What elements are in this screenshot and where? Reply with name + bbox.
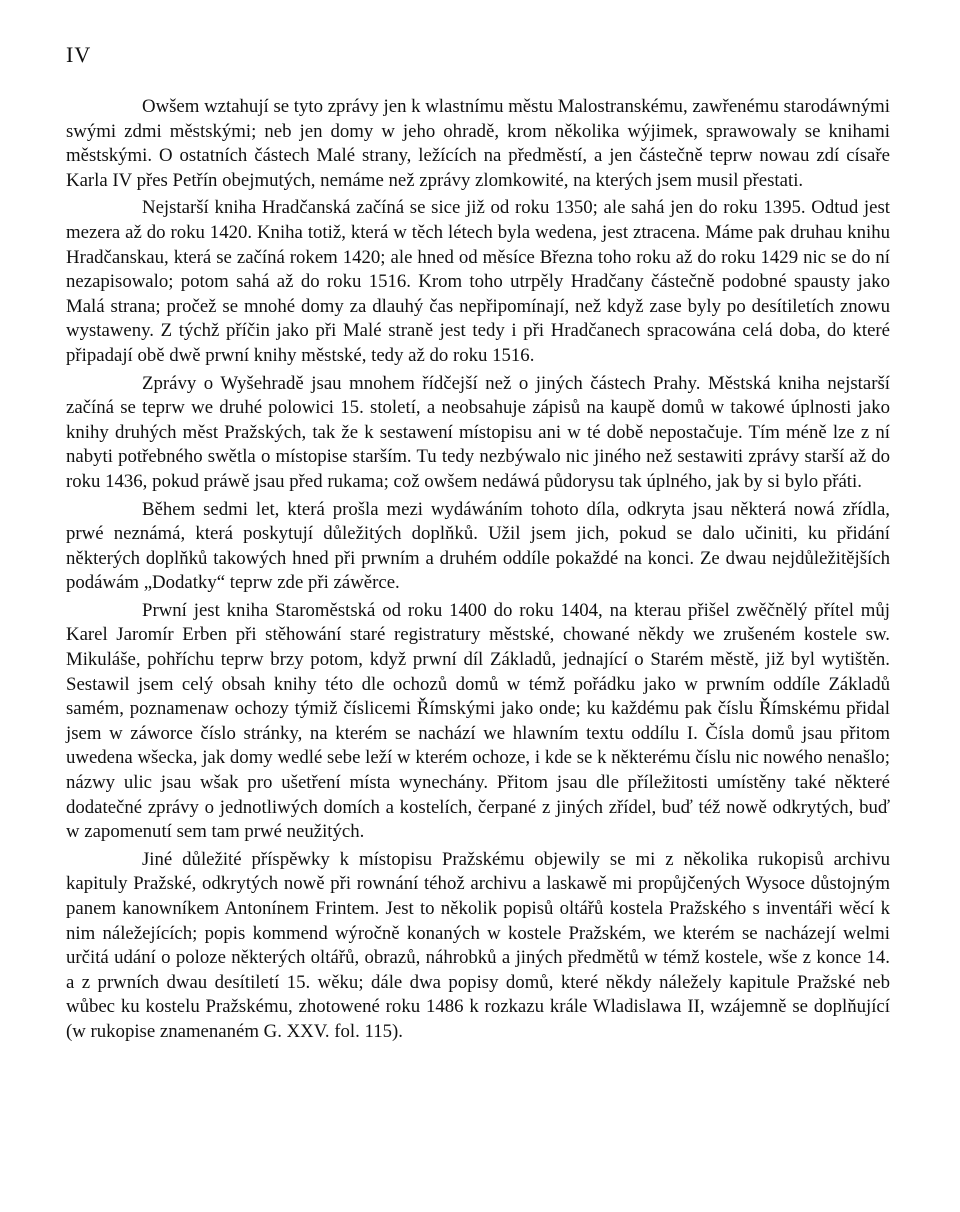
paragraph-3: Zprávy o Wyšehradě jsau mnohem řídčejší než o jiných částech Prahy. Městská kniha nejstarší začíná se teprw we druhé polowici 15. století, a neobsahuje zápisů na kaupě domů w takowé úplnosti jako knihy druhých měst Pražských, tak že k sestawení místopisu ani w té době nepostačuje. Tím méně lze z ní nabyti potřebného swětla o místopise starším. Tu tedy nezbýwalo nic jiného než sestawiti zprávy starší až do roku 1436, pokud práwě jsau před rukama; což owšem nedáwá půdorysu tak úplného, jak by si bylo přáti. <box>66 372 890 492</box>
paragraph-5: Prwní jest kniha Staroměstská od roku 1400 do roku 1404, na kterau přišel zwěčnělý přítel můj Karel Jaromír Erben při stěhowání staré registratury městské, chowané někdy we zrušeném kostele sw. Mikuláše, pohříchu teprw brzy potom, když prwní díl Základů, jednající o Starém městě, již byl wytištěn. Sestawil jsem celý obsah knihy této dle ochozů domů w témž pořádku jako w prwním oddíle Základů samém, poznamenaw ochozy týmiž číslicemi Římskými jako onde; ku každému pak číslu Římskému přidal jsem w záworce číslo stránky, na kterém se nachází we hlawním textu oddílu I. Čísla domů jsau přitom uwedena wšecka, jak domy wedlé sebe leží w kterém ochoze, i kde se k některému číslu nic nowého nenašlo; názwy ulic jsau wšak pro ušetření místa wynechány. Přitom jsau dle příležitosti umístěny také některé dodatečné zprávy o jednotliwých domích a kostelích, čerpané z jiných zřídel, buď též nowě odkrytých, buď w zapomenutí sem tam prwé neužitých. <box>66 599 890 843</box>
paragraph-6: Jiné důležité příspěwky k místopisu Pražskému objewily se mi z několika rukopisů archivu kapituly Pražské, odkrytých nowě při rownání téhož archivu a laskawě mi propůjčených Wysoce důstojným panem kanowníkem Antonínem Frintem. Jest to několik popisů oltářů kostela Pražského s inventáři wěcí k nim náležejících; popis kommend wýročně konaných w kostele Pražském, we kterém se nacházejí welmi určitá udání o poloze některých oltářů, obrazů, náhrobků a jiných předmětů w témž kostele, wše z konce 14. a z prwních dwau desítiletí 15. wěku; dále dwa popisy domů, které někdy náležely kapitule Pražské neb wůbec ku kostelu Pražskému, zhotowené roku 1486 k rozkazu krále Wladislawa II, wzájemně se doplňující (w rukopise znamenaném G. XXV. fol. 115). <box>66 848 890 1042</box>
page-number: IV <box>66 42 92 67</box>
paragraph-1: Owšem wztahují se tyto zprávy jen k wlastnímu městu Malostranskému, zawřenému starodáwnými swými zdmi městskými; neb jen domy w jeho ohradě, krom několika wýjimek, sprawowaly se knihami městskými. O ostatních částech Malé strany, ležících na předměstí, a jen částečně teprw nowau zdí císaře Karla IV přes Petřín obejmutých, nemáme než zprávy zlomkowité, na kterých jsem musil přestati. <box>66 96 890 191</box>
paragraph-4: Během sedmi let, která prošla mezi wydáwáním tohoto díla, odkryta jsau některá nowá zřídla, prwé neznámá, která poskytují důležitých doplňků. Užil jsem jich, pokud se dalo učiniti, ku přidání některých doplňků takowých hned při prwním a druhém oddíle pokaždé na konci. Ze dwau nejdůležitějších podáwám „Dodatky“ teprw zde při záwěrce. <box>66 498 890 594</box>
paragraph-2: Nejstarší kniha Hradčanská začíná se sice již od roku 1350; ale sahá jen do roku 1395. Odtud jest mezera až do roku 1420. Kniha totiž, která w těch létech byla wedena, jest ztracena. Máme pak druhau knihu Hradčanskau, která se začíná rokem 1420; ale hned od měsíce Března toho roku až do roku 1429 nic se do ní nezapisowalo; potom sahá až do roku 1516. Krom toho utrpěly Hradčany částečně podobné spausty jako Malá strana; pročež se mnohé domy za dlauhý čas nepřipomínají, než když zase byly po desítiletích znowu wystaweny. Z týchž příčin jako při Malé straně jest tedy i při Hradčanech spracowána celá doba, do které připadají obě dwě prwní knihy městské, tedy až do roku 1516. <box>66 197 890 366</box>
body-text <box>66 95 890 1048</box>
